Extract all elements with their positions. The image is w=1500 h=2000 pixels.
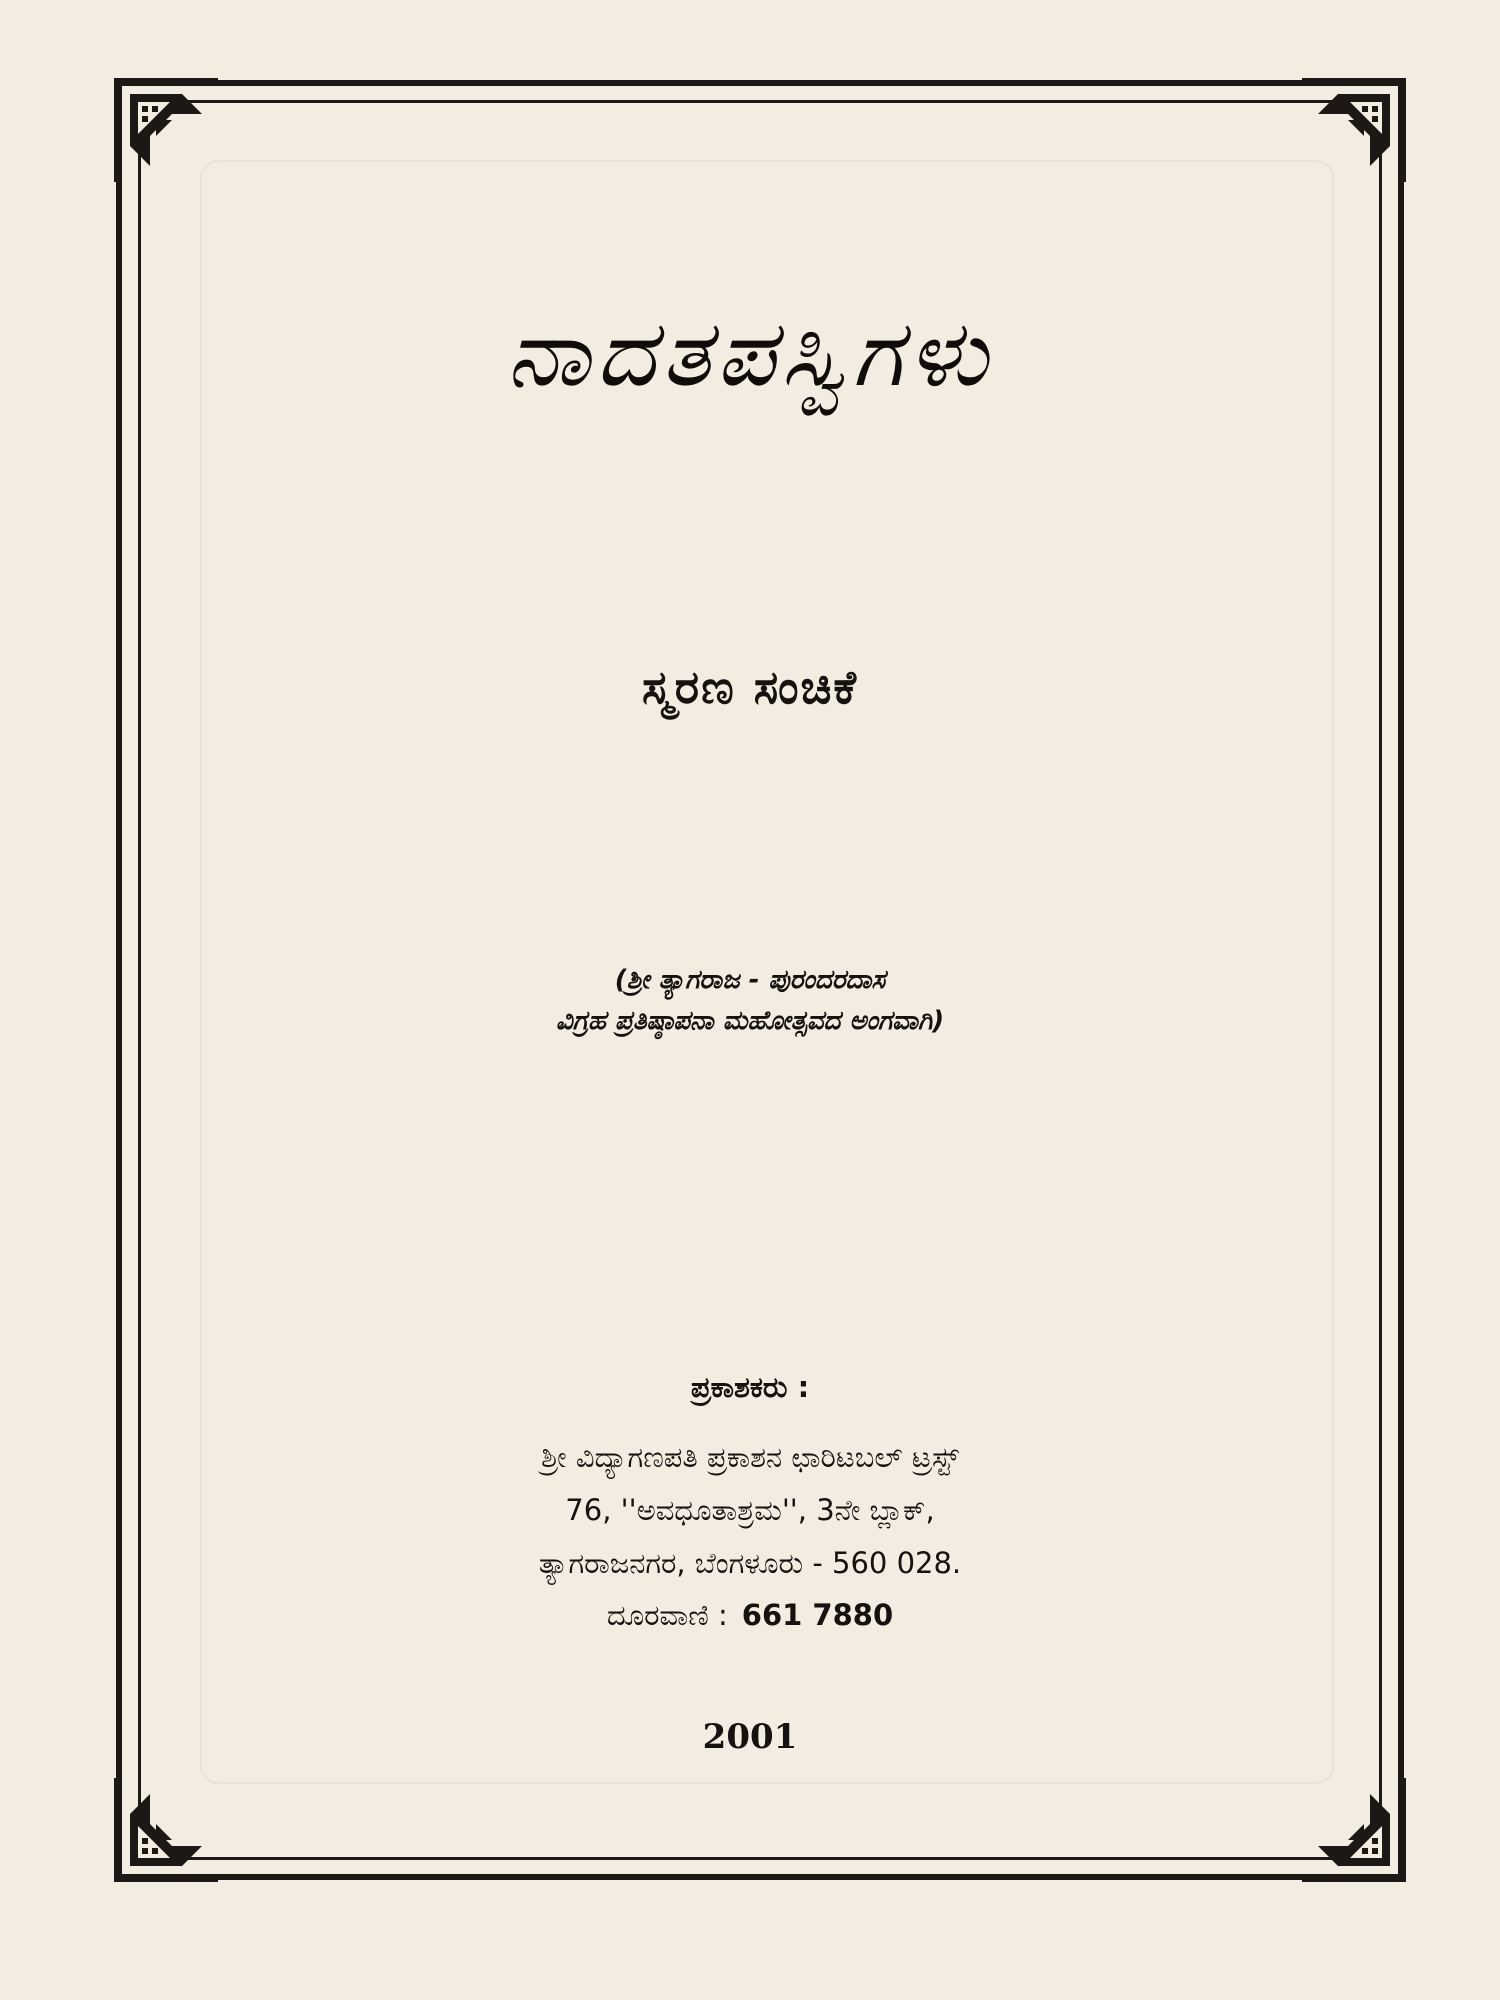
publisher-address-line-2: ತ್ಯಾಗರಾಜನಗರ, ಬೆಂಗಳೂರು - 560 028.	[538, 1546, 962, 1580]
corner-ornament-icon	[1298, 76, 1408, 186]
book-title: ನಾದತಪಸ್ವಿಗಳು	[506, 300, 994, 407]
corner-ornament-icon	[112, 76, 222, 186]
occasion-line-1: (ಶ್ರೀ ತ್ಯಾಗರಾಜ - ಪುರಂದರದಾಸ	[614, 965, 886, 995]
publisher-phone	[0, 1598, 1500, 1633]
occasion-line-2: ವಿಗ್ರಹ ಪ್ರತಿಷ್ಠಾಪನಾ ಮಹೋತ್ಸವದ ಅಂಗವಾಗಿ)	[555, 1006, 945, 1036]
publisher-label: ಪ್ರಕಾಶಕರು :	[690, 1370, 810, 1404]
corner-ornament-icon	[112, 1774, 222, 1884]
publisher-address-line-1: 76, ''ಅವಧೂತಾಶ್ರಮ'', 3ನೇ ಬ್ಲಾಕ್,	[565, 1493, 935, 1527]
publisher-name: ಶ್ರೀ ವಿದ್ಯಾಗಣಪತಿ ಪ್ರಕಾಶನ ಛಾರಿಟಬಲ್ ಟ್ರಸ್ಟ್	[541, 1440, 959, 1474]
phone-number: 661 7880	[741, 1598, 894, 1632]
book-subtitle: ಸ್ಮರಣ ಸಂಚಿಕೆ	[642, 660, 858, 714]
publication-year: 2001	[702, 1717, 798, 1757]
phone-label: ದೂರವಾಣಿ :	[606, 1598, 728, 1632]
corner-ornament-icon	[1298, 1774, 1408, 1884]
